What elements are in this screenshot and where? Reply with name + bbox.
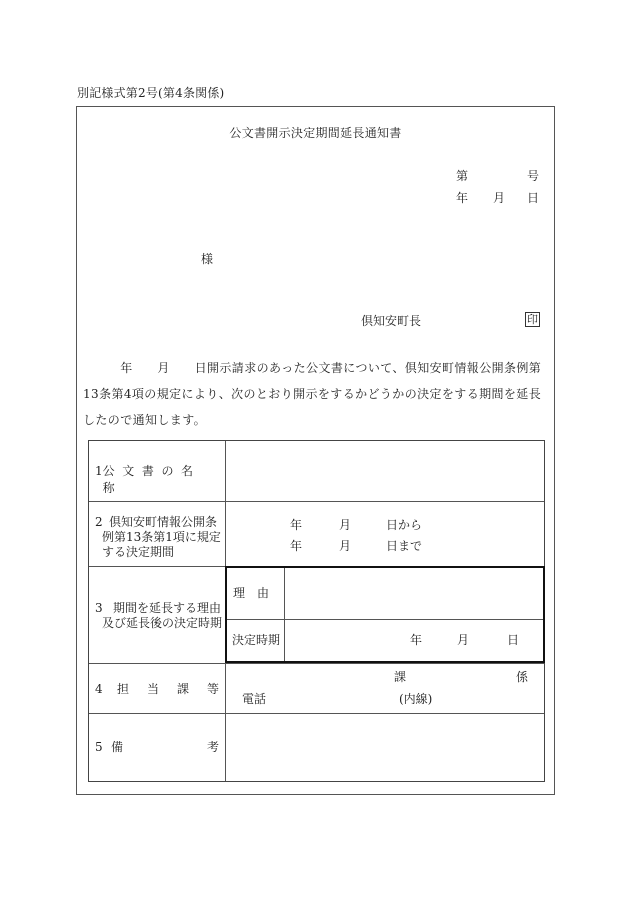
row-staff-section — [95, 681, 237, 698]
row-label-line: 及び延長後の決定時期 — [102, 616, 223, 630]
phone-label: 電話 — [242, 692, 267, 706]
notice-form — [76, 106, 555, 795]
row-divider — [89, 713, 544, 714]
decision-year: 年 — [410, 633, 423, 647]
row-label-line: 例第13条第1項に規定 — [102, 530, 221, 544]
row-label: 備考 — [110, 740, 303, 754]
row-label: 担当課等 — [116, 682, 237, 696]
date-day: 日 — [527, 191, 540, 205]
number-prefix: 第 — [456, 169, 469, 183]
row-divider — [89, 501, 544, 502]
number-suffix: 号 — [527, 169, 540, 183]
row-public-document-name — [95, 463, 219, 497]
to-year: 年 — [290, 539, 303, 553]
notice-body-text: 年 月 日開示請求のあった公文書について、倶知安町情報公開条例第13条第4項の規定により、次のとおり開示をするかどうかの決定をする期間を延長したので通知します。 — [83, 361, 542, 427]
row-number: 5 — [95, 740, 103, 754]
addressee-suffix: 様 — [201, 252, 214, 266]
form-caption: 別記様式第2号(第4条関係) — [77, 86, 225, 100]
row-number: 2 — [95, 515, 103, 529]
section-suffix: 課 — [394, 670, 407, 684]
extension-detail-box — [225, 566, 545, 663]
from-day-suffix: 日から — [386, 518, 423, 532]
decision-day: 日 — [507, 633, 520, 647]
extension-label: (内線) — [399, 692, 433, 706]
from-year: 年 — [290, 518, 303, 532]
row-number: 4 — [95, 682, 103, 696]
row-remarks — [95, 739, 303, 756]
subsection-suffix: 係 — [516, 670, 529, 684]
inner-row-divider — [227, 619, 543, 620]
issuer-name: 倶知安町長 — [361, 314, 422, 328]
details-table — [88, 440, 545, 782]
inner-column-divider — [284, 568, 285, 661]
to-month: 月 — [339, 539, 352, 553]
decision-month: 月 — [457, 633, 470, 647]
row-label-line: する決定期間 — [102, 545, 175, 559]
reason-label: 理 由 — [233, 586, 270, 600]
row-divider — [89, 663, 544, 664]
seal-mark: 印 — [527, 313, 538, 326]
document-title: 公文書開示決定期間延長通知書 — [229, 126, 402, 140]
to-day-suffix: 日まで — [386, 539, 423, 553]
row-label-line: 期間を延長する理由 — [113, 601, 222, 615]
row-label-line: 倶知安町情報公開条 — [109, 515, 218, 529]
row-label: 公文書の名称 — [102, 464, 201, 495]
date-month: 月 — [493, 191, 506, 205]
row-number: 1 — [95, 464, 103, 478]
date-year: 年 — [456, 191, 469, 205]
decision-period-label: 決定時期 — [232, 633, 281, 647]
from-month: 月 — [339, 518, 352, 532]
row-number: 3 — [95, 601, 103, 615]
